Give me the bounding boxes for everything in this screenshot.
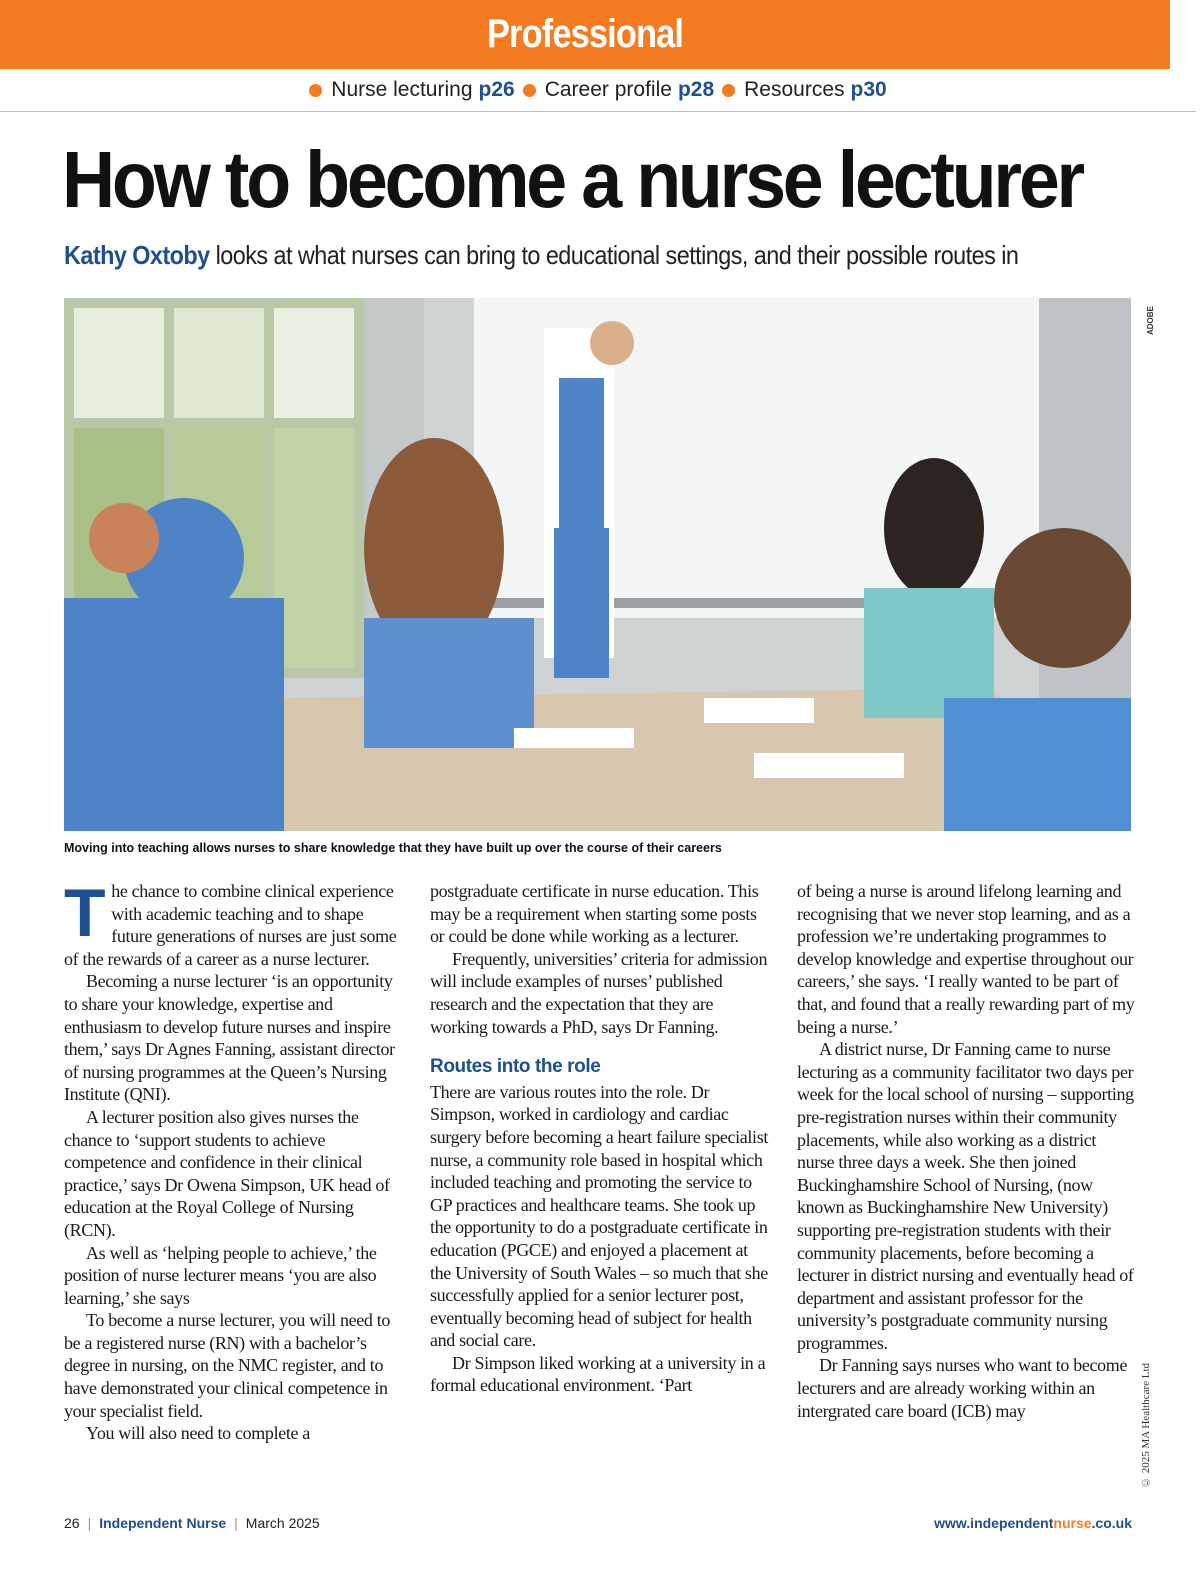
paragraph: of being a nurse is around lifelong learning and recognising that we never stop learning, and as a profession we’re undertaking programmes to develop knowledge and expertise throughout our careers,’ she says. ‘I really wanted to be part of that, and found that a really rewarding part of my being a nurse.’ (797, 881, 1135, 1037)
article-column-3 (797, 880, 1137, 1422)
nav-item-career-profile[interactable] (523, 78, 714, 102)
paragraph: A lecturer position also gives nurses the chance to ‘support students to achieve competence and confidence in their clinical practice,’ says Dr Owena Simpson, UK head of education at the Royal College of Nursing (RCN). (64, 1106, 390, 1240)
divider: | (234, 1515, 238, 1531)
website-link[interactable] (934, 1515, 1132, 1531)
photo-credit: ADOBE (1146, 306, 1155, 335)
nav-label: Career profile (544, 78, 672, 101)
paragraph: Dr Fanning says nurses who want to become lecturers and are already working within an intergrated care board (ICB) may (797, 1355, 1128, 1421)
paragraph: As well as ‘helping people to achieve,’ the position of nurse lecturer means ‘you are also learning,’ she says (64, 1242, 377, 1308)
section-title: Professional (486, 12, 684, 56)
url-part: www.independent (934, 1515, 1054, 1531)
url-part-highlight: nurse (1053, 1515, 1092, 1531)
nav-label: Resources (744, 78, 845, 101)
paragraph (64, 875, 404, 970)
nav-page-ref: p28 (677, 78, 715, 101)
bullet-dot-icon (309, 84, 322, 97)
paragraph-text: he chance to combine clinical experience with academic teaching and to shape future generations of nurses are just some of the rewards of a career as a nurse lecturer. (64, 881, 397, 969)
nav-page-ref: p30 (850, 78, 887, 101)
contents-strip (0, 69, 1196, 112)
lead-photo (64, 298, 1131, 831)
divider: | (87, 1515, 92, 1531)
article-column-2 (430, 880, 770, 1397)
standfirst-text: looks at what nurses can bring to educational settings, and their possible routes in (209, 240, 1019, 270)
nav-page-ref: p26 (478, 78, 515, 101)
photo-caption: Moving into teaching allows nurses to share knowledge that they have built up over the course of their careers (64, 841, 722, 855)
page-number: 26 (64, 1515, 80, 1531)
paragraph: You will also need to complete a (86, 1423, 310, 1444)
nav-item-resources[interactable] (722, 78, 887, 102)
bullet-dot-icon (523, 84, 536, 97)
bullet-dot-icon (722, 84, 735, 97)
url-part: .co.uk (1091, 1515, 1132, 1531)
brand-name-second: Nurse (186, 1515, 227, 1531)
footer-folio (64, 1515, 320, 1531)
paragraph: There are various routes into the role. Dr Simpson, worked in cardiology and cardiac surgery before becoming a heart failure specialist nurse, a community role based in hospital which included teaching and promoting the service to GP practices and healthcare teams. She took up the opportunity to do a postgraduate certificate in education (PGCE) and enjoyed a placement at the University of South Wales – so much that she successfully applied for a senior lecturer post, eventually becoming head of subject for health and social care. (430, 1081, 769, 1351)
paragraph: Frequently, universities’ criteria for admission will include examples of nurses’ published research and the expectation that they are working towards a PhD, says Dr Fanning. (430, 948, 768, 1037)
section-banner (0, 0, 1170, 69)
drop-cap: T (64, 875, 106, 951)
nav-label: Nurse lecturing (331, 78, 473, 101)
brand-name-first: Independent (99, 1515, 183, 1531)
paragraph: Dr Simpson liked working at a university in a formal educational environment. ‘Part (430, 1352, 766, 1396)
article-column-1 (64, 875, 404, 1445)
article-headline: How to become a nurse lecturer (62, 135, 1082, 224)
paragraph: Becoming a nurse lecturer ‘is an opportunity to share your knowledge, expertise and enthusiasm to develop future nurses and inspire them,’ says Dr Agnes Fanning, assistant director of nursing programmes at the Queen’s Nursing Institute (QNI). (64, 971, 395, 1105)
paragraph: To become a nurse lecturer, you will need to be a registered nurse (RN) with a bachelor’s degree in nursing, on the NMC register, and to have demonstrated your clinical competence in your specialist field. (64, 1310, 391, 1421)
issue-date: March 2025 (245, 1515, 320, 1531)
nav-item-nurse-lecturing[interactable] (309, 78, 514, 102)
paragraph: A district nurse, Dr Fanning came to nurse lecturing as a community facilitator two days per week for the local school of nursing – supporting pre-registration nurses within their community placements, while also working as a district nurse three days a week. She then joined Buckinghamshire School of Nursing, (now known as Buckinghamshire New University) supporting pre-registration students with their community placements, before becoming a lecturer in district nursing and eventually head of department and assistant professor for the university’s postgraduate community nursing programmes. (797, 1039, 1134, 1353)
author-name: Kathy Oxtoby (64, 240, 210, 270)
section-subhead: Routes into the role (430, 1056, 601, 1078)
copyright-notice: © 2025 MA Healthcare Ltd (1140, 1362, 1152, 1488)
standfirst (64, 240, 1054, 271)
paragraph: postgraduate certificate in nurse education. This may be a requirement when starting some posts or could be done while working as a lecturer. (430, 881, 759, 947)
